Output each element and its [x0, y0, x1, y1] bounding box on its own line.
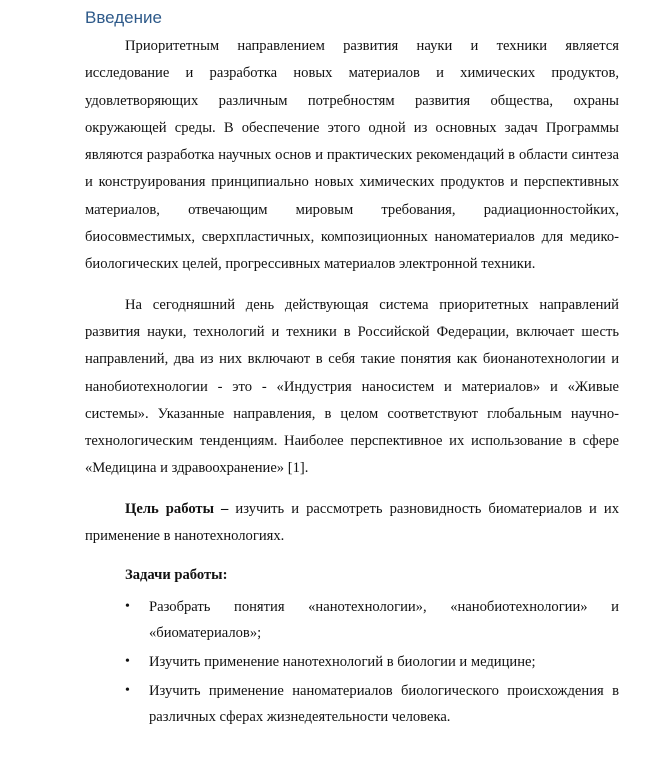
intro-paragraph-1: Приоритетным направлением развития науки и техники является исследование и разработка новых материалов и химических продуктов, удовлетворяющих различным потребностям развития общества, охраны окружающей среды. В обеспечение этого одной из основных задач Программы являются разработка научных основ и практических рекомендаций в области синтеза и конструирования принципиально новых химических продуктов и перспективных материалов, отвечающим мировым требования, радиационностойких, биосовместимых, сверхпластичных, композиционных наноматериалов для медико-биологических целей, прогрессивных материалов электронной техники.: [85, 38, 619, 273]
section-heading: Введение: [85, 8, 162, 27]
list-item: [85, 678, 619, 730]
bullet-icon: •: [125, 683, 130, 699]
tasks-heading: Задачи работы:: [125, 567, 228, 584]
list-item-text: Изучить применение наноматериалов биологического происхождения в различных сферах жизнедеятельности человека.: [149, 683, 619, 726]
list-item-text: Изучить применение нанотехнологий в биологии и медицине;: [149, 654, 536, 671]
bullet-icon: •: [125, 599, 130, 615]
goal-text: изучить и рассмотреть разновидность биоматериалов и их применение в нанотехнологиях.: [85, 500, 620, 545]
list-item-text: Разобрать понятия «нанотехнологии», «нанобиотехнологии» и «биоматериалов»;: [149, 599, 619, 642]
list-item: [85, 649, 619, 675]
task-list: [85, 594, 619, 730]
goal-paragraph: [85, 496, 619, 551]
bullet-icon: •: [125, 654, 130, 670]
intro-paragraph-2: На сегодняшний день действующая система приоритетных направлений развития науки, технологий и техники в Российской Федерации, включает шесть направлений, два из них включают в себя такие понятия как бионанотехнологии и нанобиотехнологии - это - «Индустрия наносистем и материалов» и «Живые системы». Указанные направления, в целом соответствуют глобальным научно-технологическим тенденциям. Наиболее перспективное их использование в сфере «Медицина и здравоохранение» [1].: [85, 296, 619, 477]
list-item: [85, 594, 619, 646]
document-page: [85, 0, 619, 733]
goal-label: Цель работы –: [125, 500, 229, 517]
